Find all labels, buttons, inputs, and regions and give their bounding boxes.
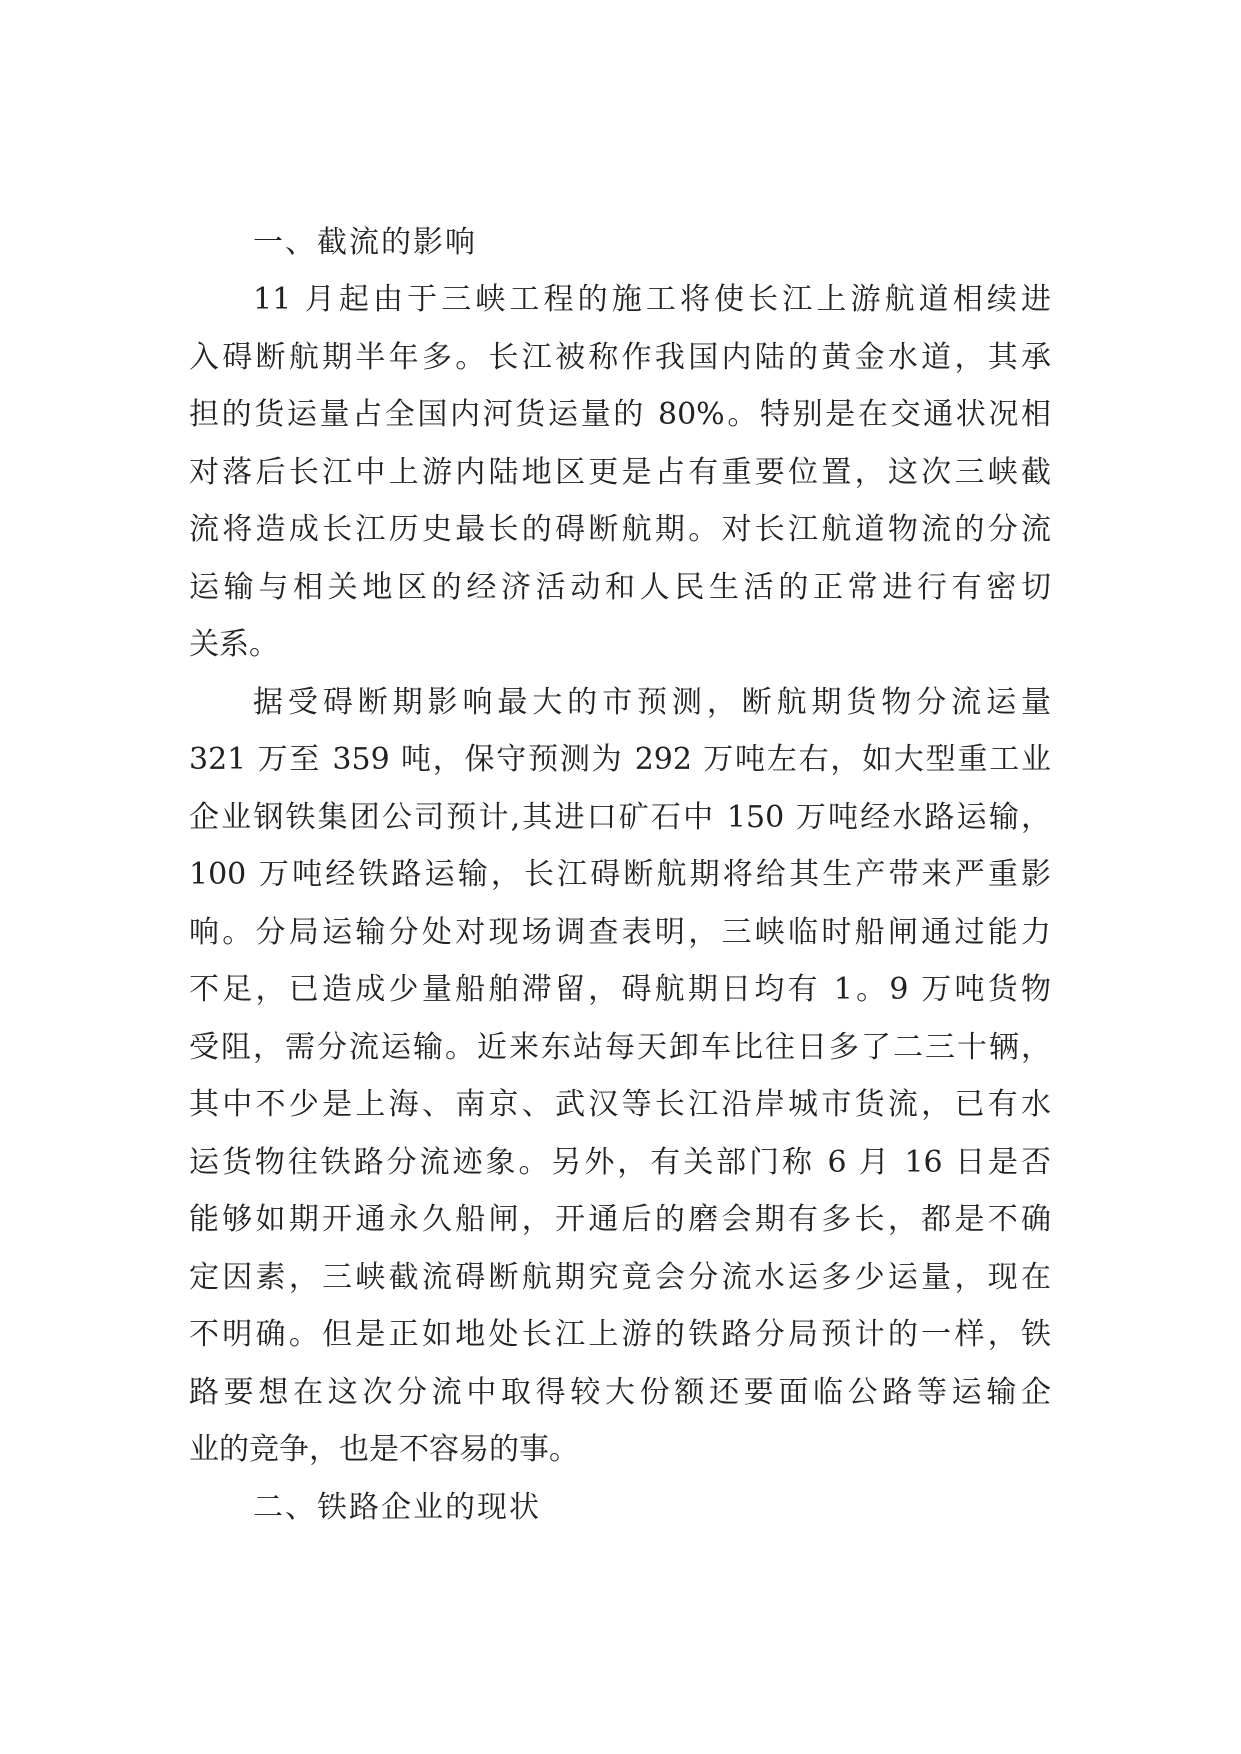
paragraph-line: 能够如期开通永久船闸，开通后的磨会期有多长，都是不确 [189, 1202, 1051, 1237]
paragraph-line: 对落后长江中上游内陆地区更是占有重要位置，这次三峡截 [189, 454, 1051, 490]
paragraph-line: 入碍断航期半年多。长江被称作我国内陆的黄金水道，其承 [189, 339, 1051, 375]
paragraph-line: 321 万至 359 吨，保守预测为 292 万吨左右，如大型重工业 [189, 742, 1051, 777]
paragraph-line: 企业钢铁集团公司预计,其进口矿石中 150 万吨经水路运输， [189, 799, 1051, 835]
paragraph-line: 不足，已造成少量船舶滞留，碍航期日均有 1。9 万吨货物 [189, 972, 1051, 1007]
paragraph-line: 据受碍断期影响最大的市预测，断航期货物分流运量 [253, 684, 1051, 720]
paragraph-line: 路要想在这次分流中取得较大份额还要面临公路等运输企 [189, 1374, 1051, 1410]
paragraph-line: 运输与相关地区的经济活动和人民生活的正常进行有密切 [189, 569, 1051, 605]
paragraph-line: 响。分局运输分处对现场调查表明，三峡临时船闸通过能力 [189, 914, 1051, 950]
document-body [189, 214, 1051, 1536]
paragraph-line: 流将造成长江历史最长的碍断航期。对长江航道物流的分流 [189, 512, 1051, 547]
paragraph-line: 不明确。但是正如地处长江上游的铁路分局预计的一样，铁 [189, 1317, 1051, 1352]
paragraph-line: 其中不少是上海、南京、武汉等长江沿岸城市货流，已有水 [189, 1087, 1051, 1122]
paragraph-line: 关系。 [189, 627, 279, 662]
paragraph-line: 100 万吨经铁路运输，长江碍断航期将给其生产带来严重影 [189, 857, 1051, 892]
paragraph-2 [189, 674, 1051, 1479]
paragraph-line: 11 月起由于三峡工程的施工将使长江上游航道相续进 [253, 282, 1051, 317]
paragraph-line: 担的货运量占全国内河货运量的 80%。特别是在交通状况相 [189, 397, 1051, 432]
paragraph-line: 定因素，三峡截流碍断航期究竟会分流水运多少运量，现在 [189, 1259, 1051, 1295]
section-heading-2: 二、铁路企业的现状 [253, 1489, 541, 1525]
section-heading-1: 一、截流的影响 [253, 225, 477, 260]
paragraph-line: 业的竞争，也是不容易的事。 [189, 1432, 579, 1467]
paragraph-line: 运货物往铁路分流迹象。另外，有关部门称 6 月 16 日是否 [189, 1144, 1051, 1180]
paragraph-line: 受阻，需分流运输。近来东站每天卸车比往日多了二三十辆， [189, 1029, 1051, 1065]
paragraph-1 [189, 271, 1051, 674]
